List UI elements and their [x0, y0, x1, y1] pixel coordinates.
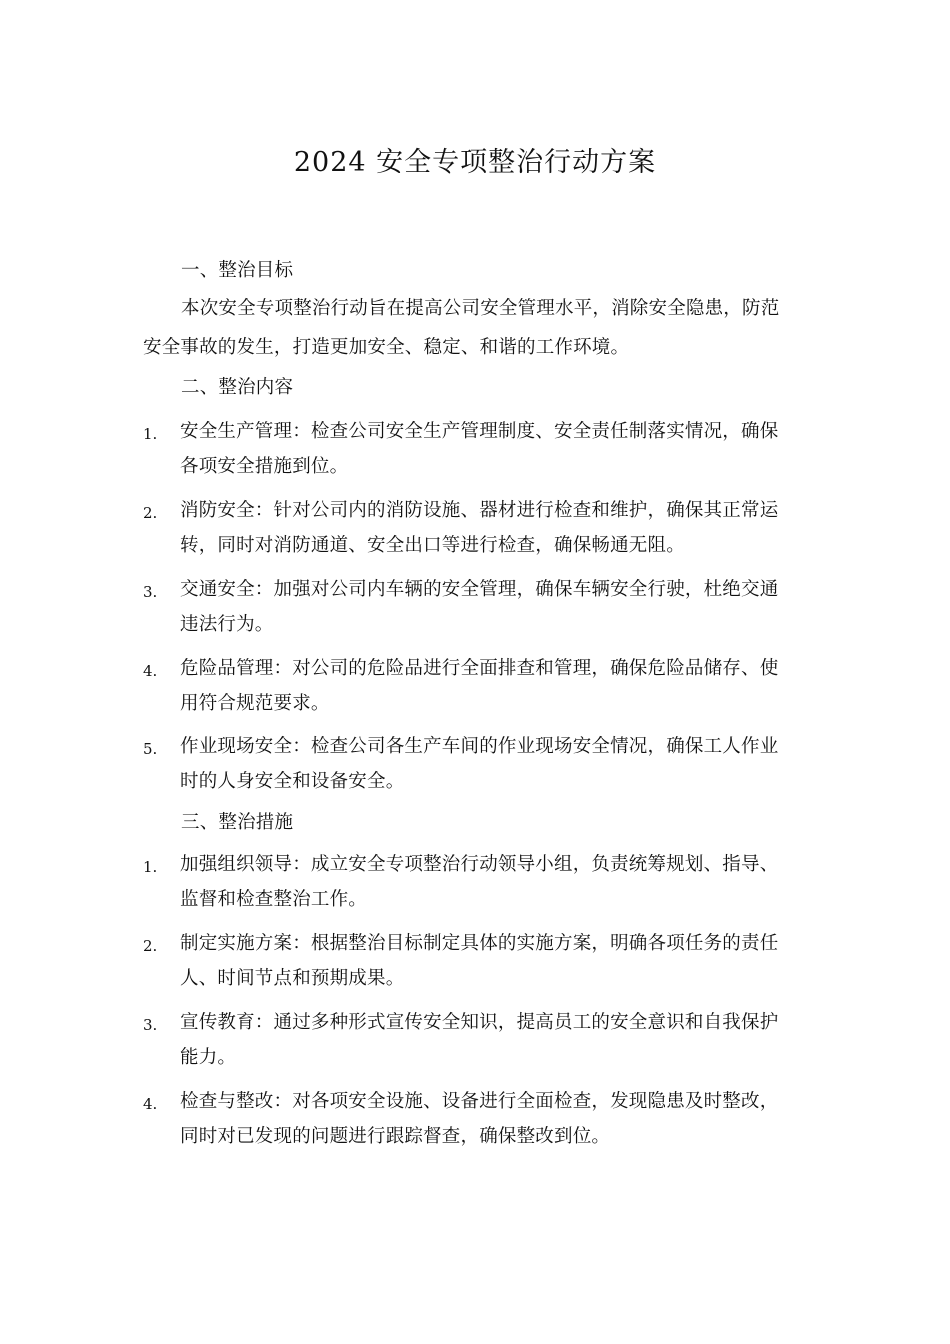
list-item-line: 作业现场安全：检查公司各生产车间的作业现场安全情况，确保工人作业: [180, 736, 779, 757]
list-item-line: 同时对已发现的问题进行跟踪督查，确保整改到位。: [180, 1126, 611, 1147]
section-1-paragraph-line-1: 本次安全专项整治行动旨在提高公司安全管理水平，消除安全隐患，防范: [181, 298, 780, 319]
list-item-line: 危险品管理：对公司的危险品进行全面排查和管理，确保危险品储存、使: [180, 658, 779, 679]
list-item-line: 时的人身安全和设备安全。: [180, 771, 405, 792]
list-item-line: 违法行为。: [180, 614, 274, 635]
list-item-line: 加强组织领导：成立安全专项整治行动领导小组，负责统筹规划、指导、: [180, 854, 779, 875]
list-number: 4.: [143, 1095, 158, 1113]
list-item-line: 各项安全措施到位。: [180, 456, 349, 477]
list-item-line: 消防安全：针对公司内的消防设施、器材进行检查和维护，确保其正常运: [180, 500, 779, 521]
list-item-line: 监督和检查整治工作。: [180, 889, 368, 910]
section-1-heading: 一、整治目标: [181, 260, 294, 281]
list-number: 1.: [143, 858, 158, 876]
section-1-paragraph-line-2: 安全事故的发生，打造更加安全、稳定、和谐的工作环境。: [143, 337, 630, 358]
list-item-line: 制定实施方案：根据整治目标制定具体的实施方案，明确各项任务的责任: [180, 933, 779, 954]
list-number: 5.: [143, 740, 158, 758]
list-item-line: 交通安全：加强对公司内车辆的安全管理，确保车辆安全行驶，杜绝交通: [180, 579, 779, 600]
list-item-line: 用符合规范要求。: [180, 693, 330, 714]
list-item-line: 人、时间节点和预期成果。: [180, 968, 405, 989]
list-item-line: 检查与整改：对各项安全设施、设备进行全面检查，发现隐患及时整改，: [180, 1091, 779, 1112]
list-item-line: 转，同时对消防通道、安全出口等进行检查，确保畅通无阻。: [180, 535, 685, 556]
list-number: 3.: [143, 583, 158, 601]
list-item-line: 能力。: [180, 1047, 237, 1068]
list-number: 2.: [143, 937, 158, 955]
section-3-heading: 三、整治措施: [181, 812, 294, 833]
list-number: 3.: [143, 1016, 158, 1034]
section-2-heading: 二、整治内容: [181, 377, 294, 398]
list-number: 2.: [143, 504, 158, 522]
document-title: 2024 安全专项整治行动方案: [293, 147, 657, 178]
list-number: 1.: [143, 425, 158, 443]
list-number: 4.: [143, 662, 158, 680]
list-item-line: 安全生产管理：检查公司安全生产管理制度、安全责任制落实情况，确保: [180, 421, 779, 442]
list-item-line: 宣传教育：通过多种形式宣传安全知识，提高员工的安全意识和自我保护: [180, 1012, 779, 1033]
